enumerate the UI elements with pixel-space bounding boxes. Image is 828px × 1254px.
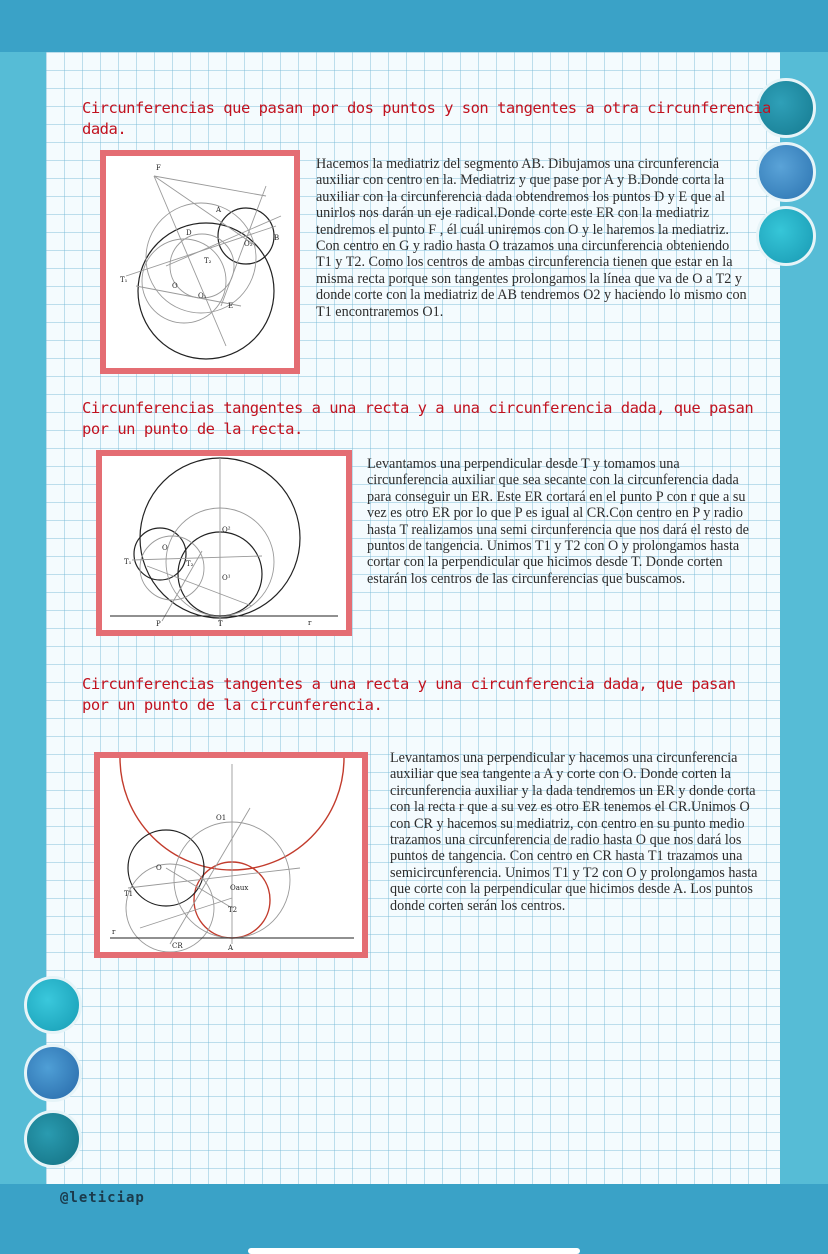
diagram-2-drawing <box>102 456 346 630</box>
label-t2: T2 <box>228 906 238 914</box>
label-b: B <box>274 234 280 242</box>
header-band <box>0 0 828 52</box>
diagram-2 <box>96 450 352 636</box>
label-o: O <box>156 864 162 872</box>
diagram-1-drawing <box>106 156 294 368</box>
label-o1: O₁ <box>198 292 207 300</box>
label-o1: O1 <box>216 814 227 822</box>
label-f: F <box>156 164 161 172</box>
section-2-text: Levantamos una perpendicular desde T y tomamos una circunferencia auxiliar que sea secante con la circunferencia dada para conseguir un ER. Este ER cortará en el punto P con r que a su vez es otro ER por lo que P es igual al CR.Con centro en P y radio hasta T realizamos una semi circunferencia que nos dará el resto de puntos de tangencia. Unimos T1 y T2 con O y prolongamos hasta cortar con la perpendicular que hicimos desde T. Donde corten estarán los centros de las circunferencias que buscamos. <box>367 456 749 587</box>
binder-ring <box>24 1044 82 1102</box>
label-o1: O¹ <box>222 574 231 582</box>
section-1-text: Hacemos la mediatriz del segmento AB. Dibujamos una circunferencia auxiliar con centro en la. Mediatriz y que pase por A y B.Donde corta la auxiliar con la circunferencia dada obtendremos los puntos D y E que al unirlos nos darán un eje radical.Donde corte este ER con la mediatriz tendremos el punto F , él cuál uniremos con O y le haremos la mediatriz. Con centro en G y radio hasta O trazamos una circunferencia obteniendo T1 y T2. Como los centros de ambas circunferencia tienen que estar en la misma recta porque son tangentes prolongamos la línea que va de O a T2 y donde corte con la mediatriz de AB tendremos O2 y haciendo lo mismo con T1 encontraremos O1. <box>316 156 747 320</box>
label-t2: T₂ <box>204 257 212 265</box>
label-p: P <box>156 620 161 628</box>
section-1-title: Circunferencias que pasan por dos puntos y son tangentes a otra circunferencia dada. <box>82 99 771 138</box>
section-2-title: Circunferencias tangentes a una recta y a una circunferencia dada, que pasan por un punto de la recta. <box>82 399 754 438</box>
label-a: A <box>216 206 222 214</box>
binder-ring <box>756 206 816 266</box>
label-r: r <box>308 619 312 627</box>
label-o2: O² <box>222 526 231 534</box>
binder-ring <box>24 1110 82 1168</box>
diagram-3 <box>94 752 368 958</box>
label-a: A <box>228 944 234 952</box>
binder-ring <box>756 142 816 202</box>
author-handle: @leticiap <box>60 1190 145 1206</box>
label-t2: T₂ <box>186 560 194 568</box>
label-oaux: Oaux <box>230 884 249 892</box>
diagram-1 <box>100 150 300 374</box>
label-cr: CR <box>172 942 183 950</box>
label-t1: T1 <box>124 890 134 898</box>
label-t1: T₁ <box>124 558 132 566</box>
section-3-title: Circunferencias tangentes a una recta y una circunferencia dada, que pasan por un punto de la circunferencia. <box>82 675 736 714</box>
label-r: r <box>112 928 116 936</box>
label-t: T <box>218 620 223 628</box>
home-indicator <box>248 1248 580 1254</box>
section-3-text: Levantamos una perpendicular y hacemos una circunferencia auxiliar que sea tangente a A y corte con O. Donde corten la circunferencia auxiliar y la dada tendremos un ER y donde corta con la recta r que a su vez es otro ER tenemos el CR.Unimos O con CR y hacemos su mediatriz, con centro en su punto medio trazamos una circunferencia de radio hasta O que nos dará los puntos de tangencia. Con centro en CR hasta T1 trazamos una semicircunferencia. Unimos T1 y T2 con O y prolongamos hasta que corte con la perpendicular que hicimos desde A. Los puntos donde corten serán los centros. <box>390 750 758 914</box>
label-e: E <box>228 302 234 310</box>
label-t1: T₁ <box>120 276 128 284</box>
label-o2: O₂ <box>244 240 253 248</box>
binder-ring <box>24 976 82 1034</box>
label-d: D <box>186 229 192 237</box>
label-o: O <box>172 282 178 290</box>
diagram-3-drawing <box>100 758 362 952</box>
label-o: O <box>162 544 168 552</box>
